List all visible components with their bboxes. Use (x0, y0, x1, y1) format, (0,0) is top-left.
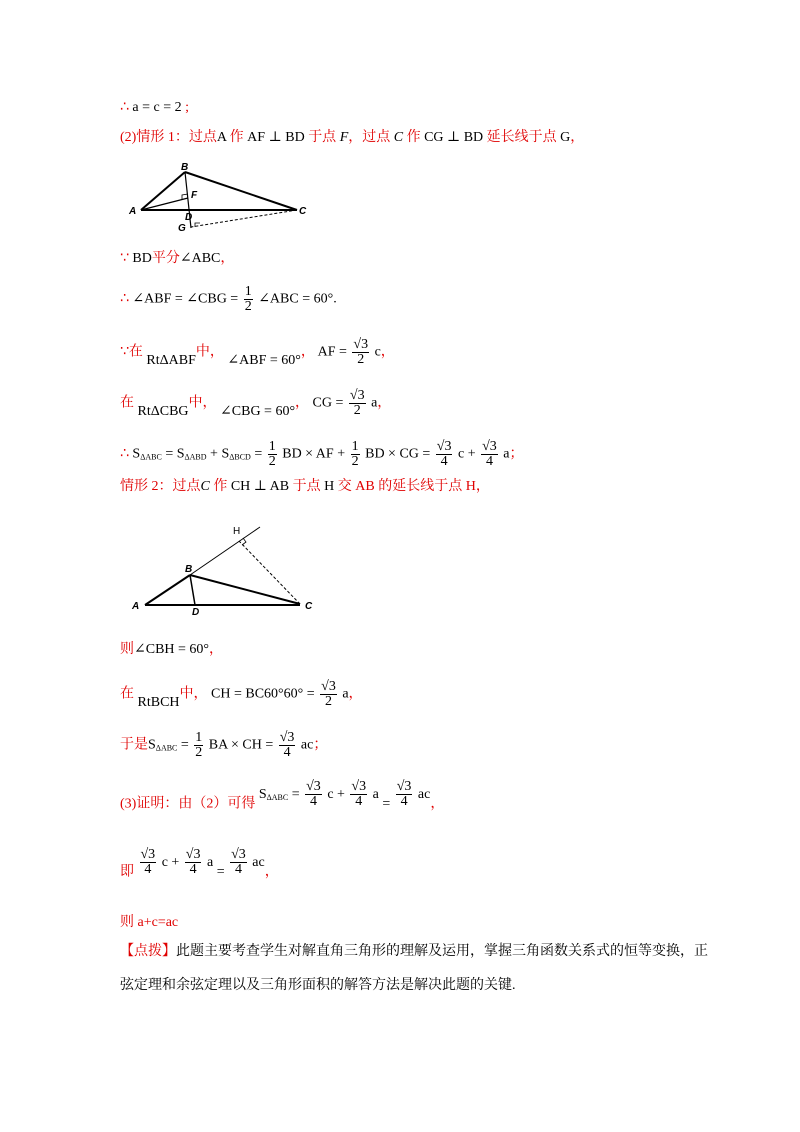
line-case-1: (2)情形 1：过点A 作 AF ⊥ BD 于点 F，过点 C 作 CG ⊥ BD 延长线于点 G， (120, 130, 585, 145)
fraction-sqrt3-over-4: $\frac{√3}{4}$ (306, 779, 321, 809)
line-case-2: 情形 2：过点C 作 CH ⊥ AB 于点 H 交 AB 的延长线于点 H， (120, 479, 490, 494)
fraction-sqrt3-over-4: $\frac{√3}{4}$ (396, 779, 412, 809)
line-angle-60: ∴ ∠ABF = ∠CBG = $\frac{1}{2}$ ∠ABC = 60°. (120, 284, 337, 314)
fig1-label-f: F (191, 190, 198, 201)
line-area-abc: 于是$S_{\Delta ABC}$ = $\frac{1}{2}$ BA × CH = $\frac{√3}{4}$ ac； (120, 730, 328, 760)
fraction-sqrt3-over-4: $\frac{√3}{4}$ (140, 847, 156, 877)
line-bd-bisects: ∵ BD平分∠ABC， (120, 250, 235, 266)
line-therefore: 即 $\frac{√3}{4}$ c + $\frac{√3}{4}$ a = $\frac{√3}{4}$ ac， (120, 847, 279, 880)
line-proof: (3)证明：由（2）可得 $S^{\Delta ABC}$ = $\frac{√3}{4}$ c + $\frac{√3}{4}$ a = $\frac{√3}{4}$ ac， (120, 779, 445, 812)
fig2-side-ab (145, 575, 190, 605)
fig1-label-a: A (129, 206, 137, 217)
line-conclusion-a-c: ∴ a = c = 2 ; (120, 99, 190, 115)
fig1-side-bc (185, 172, 297, 210)
line-rt-bch: 在 RtBCH中， CH = BC60°60° = $\frac{√3}{2}$ a， (120, 679, 363, 710)
note-text: 此题主要考查学生对解直角三角形的理解及运用，掌握三角函数关系式的恒等变换，正弦定理和余弦定理以及三角形面积的解答方法是解决此题的关键. (120, 944, 708, 993)
fig2-label-b: B (185, 564, 193, 575)
fraction-one-half: $\frac{1}{2}$ (351, 439, 359, 469)
fig2-ch (239, 541, 300, 604)
line-final-result: 则 a+c=ac (120, 915, 179, 930)
fig2-label-d: D (192, 607, 200, 618)
line-rt-cbg: 在 RtΔCBG中， ∠CBG = 60°， CG = $\frac{√3}{2}$ a， (120, 388, 392, 419)
fig2-label-c: C (305, 601, 313, 612)
fig1-cg (191, 210, 297, 227)
fraction-sqrt3-over-4: $\frac{√3}{4}$ (185, 847, 201, 877)
fig2-label-h: H (233, 526, 241, 537)
triangle-figure-2 (125, 515, 330, 625)
fraction-sqrt3-over-2: $\frac{√3}{2}$ (353, 337, 369, 367)
fig2-ab-extension (190, 527, 260, 575)
fig1-label-g: G (178, 223, 186, 234)
fraction-sqrt3-over-4: $\frac{√3}{4}$ (482, 439, 497, 469)
fraction-sqrt3-over-2: $\frac{√3}{2}$ (349, 388, 365, 418)
line-rt-abf: ∵在 RtΔABF中， ∠ABF = 60°， AF = $\frac{√3}{2}$ c， (120, 337, 395, 368)
fraction-one-half: $\frac{1}{2}$ (244, 284, 252, 314)
fig1-label-c: C (299, 206, 307, 217)
triangle-figure-1 (125, 160, 325, 235)
fraction-one-half: $\frac{1}{2}$ (195, 730, 203, 760)
fig1-label-b: B (181, 162, 189, 173)
fig1-label-d: D (185, 212, 193, 223)
fraction-sqrt3-over-4: $\frac{√3}{4}$ (231, 847, 246, 877)
line-angle-cbh: 则∠CBH = 60°， (120, 642, 224, 657)
fraction-sqrt3-over-2: $\frac{√3}{2}$ (321, 679, 336, 709)
fig2-bd (190, 575, 195, 605)
fraction-one-half: $\frac{1}{2}$ (268, 439, 276, 469)
fig2-label-a: A (132, 601, 140, 612)
fraction-sqrt3-over-4: $\frac{√3}{4}$ (279, 730, 295, 760)
note-tag: 【点拨】 (120, 944, 176, 959)
fig2-side-bc (190, 575, 300, 604)
fraction-sqrt3-over-4: $\frac{√3}{4}$ (436, 439, 452, 469)
fraction-sqrt3-over-4: $\frac{√3}{4}$ (351, 779, 367, 809)
note-paragraph (120, 935, 710, 1003)
line-area-sum: ∴ $S_{\Delta ABC} = S_{\Delta ABD} + S_{\Delta BCD}$ = $\frac{1}{2}$ BD × AF + $\frac{1}{2}$ BD × CG = $\frac{√3}{4}$ c + $\frac{√3}{4}$ a； (120, 439, 524, 469)
